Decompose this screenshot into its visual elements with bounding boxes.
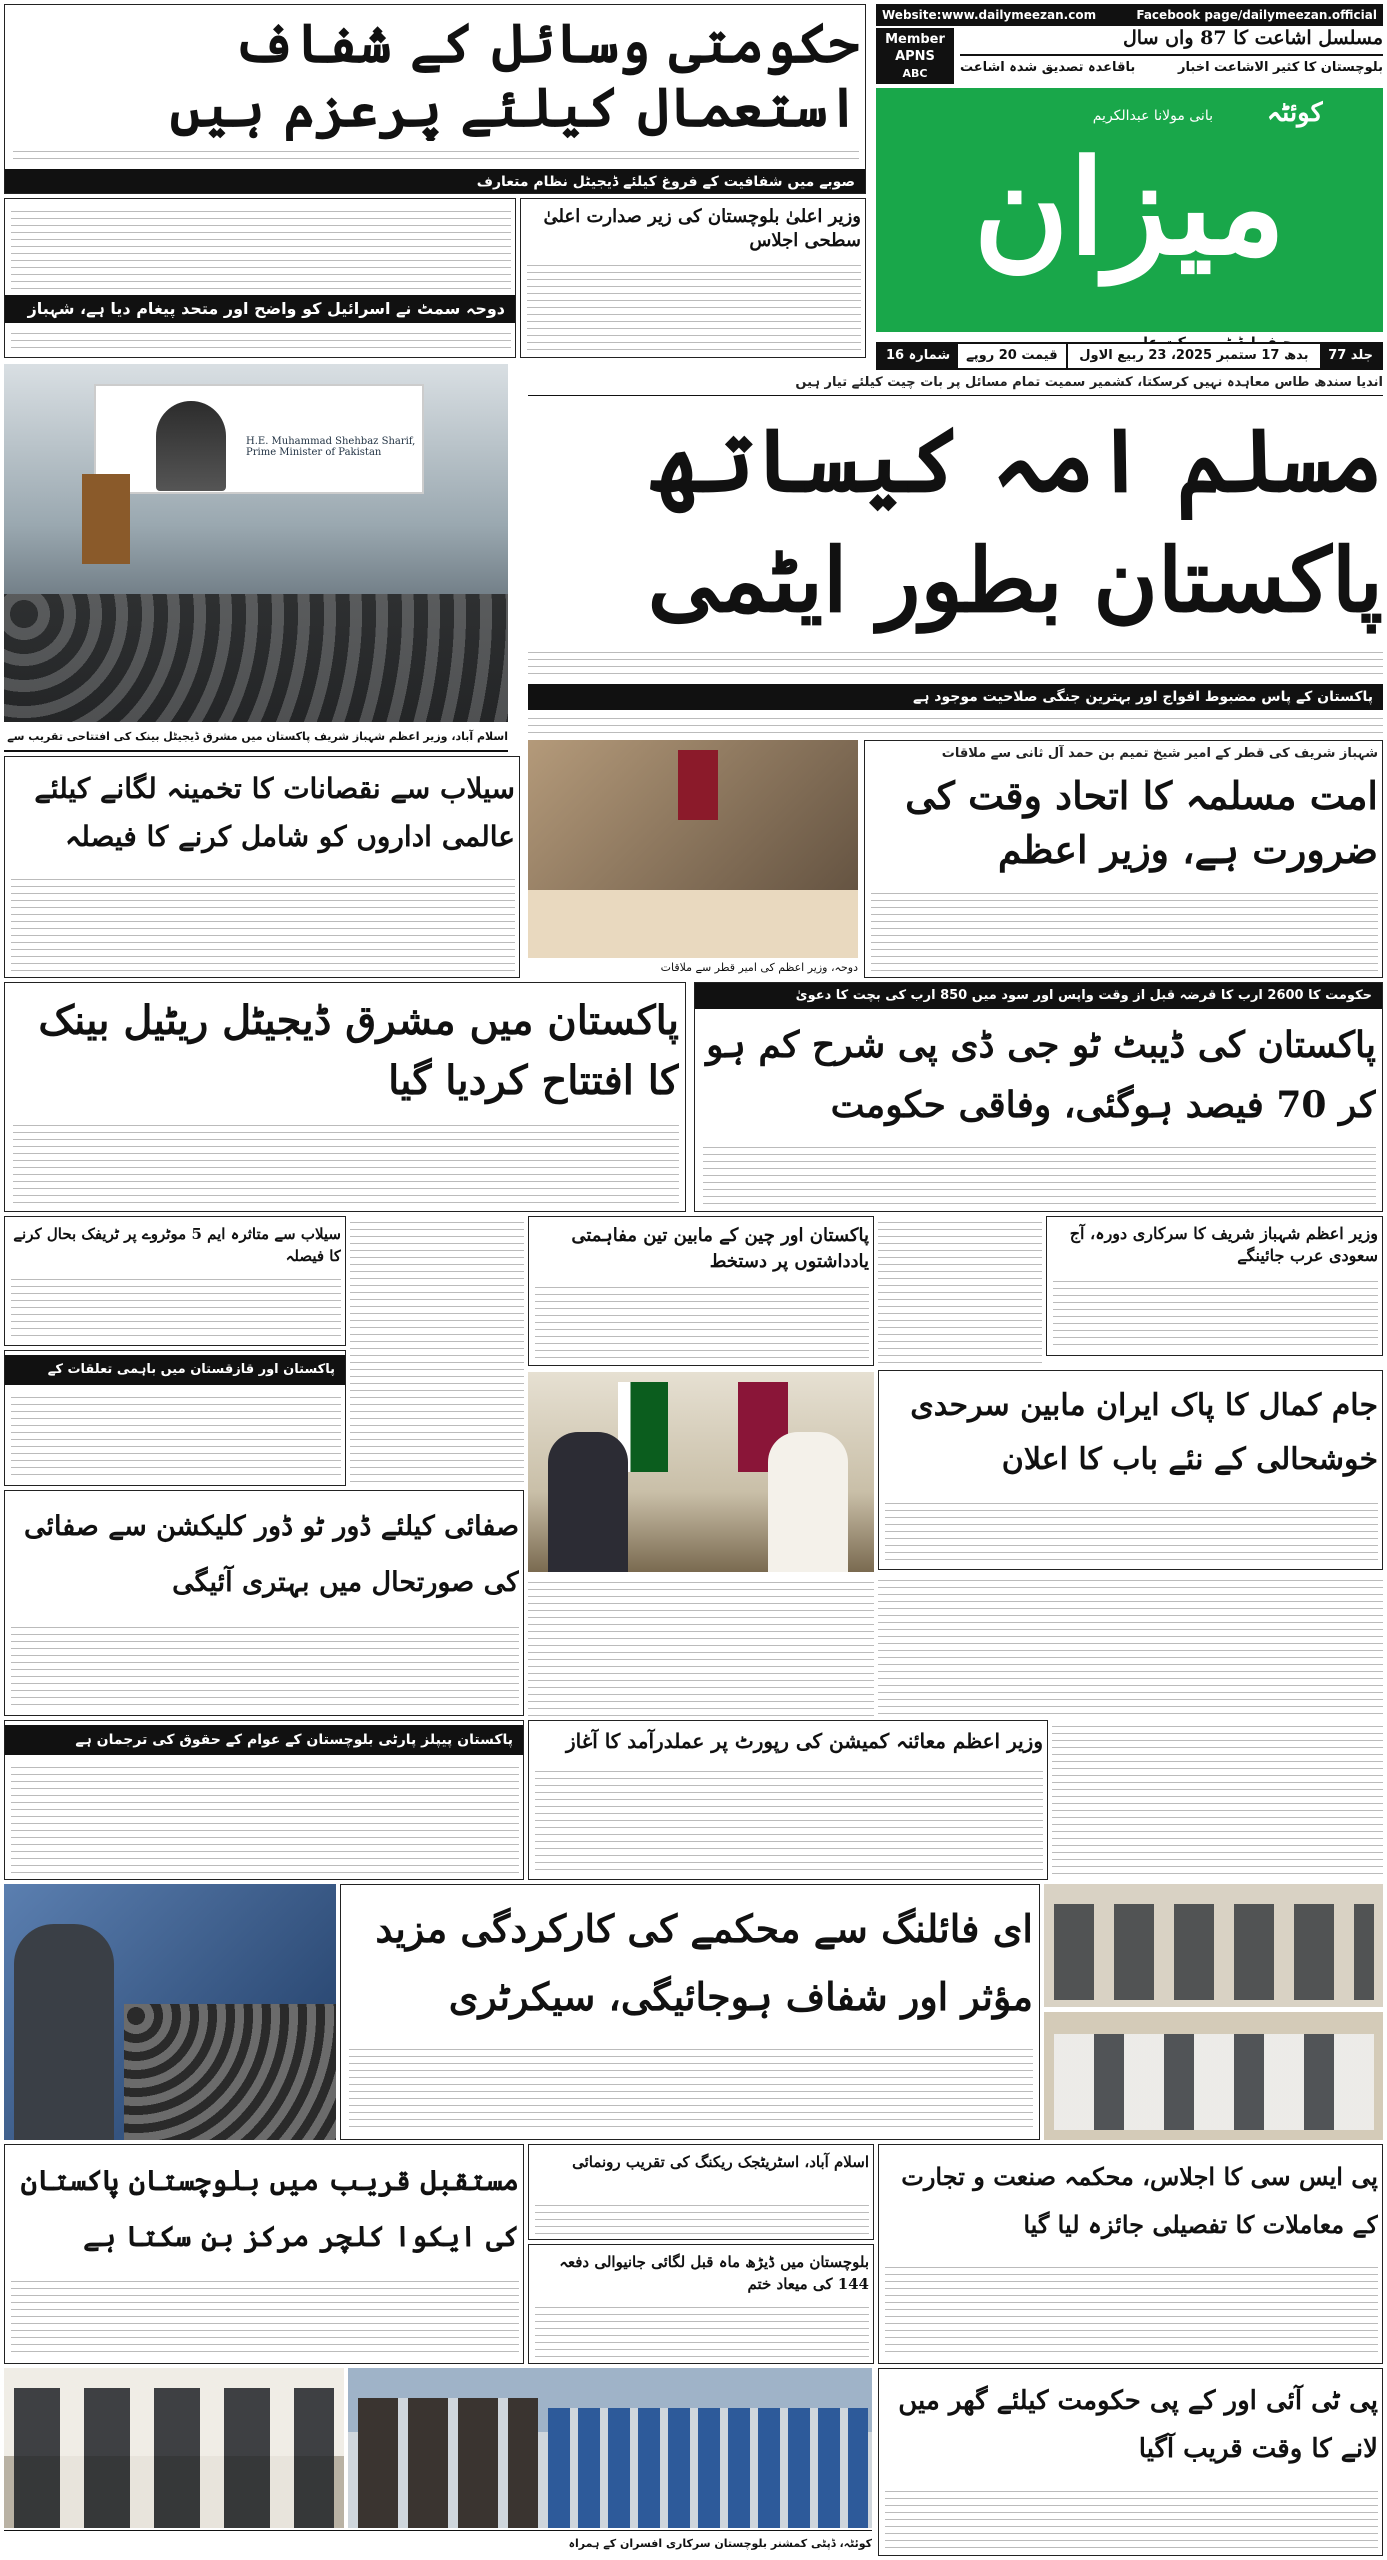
issue-date: بدھ 17 ستمبر 2025، 23 ربیع الاول [1079,348,1309,363]
masthead-tagline-2: بلوچستان کا کثیر الاشاعت اخبار باقاعدہ تصدیق شدہ اشاعت [960,60,1383,75]
hall-photo [4,364,508,722]
story-body [11,1391,341,1481]
speaker [14,1924,114,2140]
story-headline: سیلاب سے نقصانات کا تخمینہ لگانے کیلئے عالمی اداروں کو شامل کرنے کا فیصلہ [34,772,515,853]
story-debt [694,982,1383,1212]
story-body [11,1621,519,1709]
story-efiling [340,1884,1040,2140]
hall-photo-caption: اسلام آباد، وزیر اعظم شہباز شریف پاکستان میں مشرق ڈیجیٹل بینک کی افتتاحی تقریب سے [4,722,508,752]
lead-kicker: اندیا سندھ طاس معاہدہ نہیں کرسکتا، کشمیر سمیت تمام مسائل پر بات چیت کیلئے تیار ہیں [528,370,1383,396]
story-body [535,2301,869,2359]
story-strip: حکومت کا 2600 ارب کا قرضہ قبل از وقت واپس اور سود میں 850 ارب کی بچت کا دعویٰ [695,983,1382,1009]
story-headline: دوحہ سمٹ نے اسرائیل کو واضح اور متحد پیغام دیا ہے، شہباز [5,295,515,323]
lead-strip: پاکستان کے پاس مضبوط افواج اور بہترین جنگی صلاحیت موجود ہے [528,684,1383,710]
lead-headline: مسلم امہ کیساتھ [651,408,1383,512]
story-kicker: شہباز شریف کی قطر کے امیر شیخ تمیم بن حمد آل ثانی سے ملاقات [941,746,1378,761]
story-motorway [4,1216,346,1346]
story-flood [4,756,520,978]
story-headline: اسلام آباد، اسٹریٹجک ریکنگ کی تقریب رونمائی [572,2153,869,2171]
story-body [1053,1275,1378,1351]
right-body-1 [878,1574,1383,1716]
masthead-founder: بانی مولانا عبدالکریم [1092,108,1213,124]
collage-people-bottom [1054,2034,1374,2130]
masthead-tagline: مسلسل اشاعت کا 87 واں سال [960,28,1383,56]
officials [358,2398,538,2528]
podium [82,474,130,564]
story-body [535,1765,1043,1875]
story-doha [4,198,516,358]
story-cm-balochistan [520,198,866,358]
story-body [885,2485,1378,2549]
meeting-carpet [528,890,858,958]
story-headline: سیلاب سے متاثرہ ایم 5 موٹروے پر ٹریفک بحال کرنے کا فیصلہ [13,1225,341,1265]
story-body [535,1281,869,1361]
speech-photo [4,1884,336,2140]
story-pak-china [528,1216,874,1366]
bottom-photo-left [4,2368,344,2528]
bottom-photo-center [348,2368,872,2528]
price: قیمت 20 روپے [958,344,1068,368]
volume: جلد 77 [1320,344,1381,368]
right-body-2 [1052,1720,1383,1880]
story-body [11,2275,519,2357]
top-left-story [4,4,866,194]
column-small-a [878,1216,1042,1366]
member-badge: Member APNS ABC [876,28,954,84]
story-headline: امت مسلمہ کا اتحاد وقت کی ضرورت ہے، وزیر اعظم [905,773,1378,872]
story-sanitation [4,1490,524,1716]
story-kazakh [4,1350,346,1486]
lead-body [528,646,1383,680]
facebook-link[interactable]: Facebook page/dailymeezan.official [1136,8,1377,22]
newspaper-name: میزان [973,131,1286,284]
story-body [885,1497,1378,1563]
workers-row [548,2408,868,2528]
collage-people-top [1054,1904,1374,2000]
story-headline: بلوچستان میں ڈیڑھ ماہ قبل لگائی جانیوالی دفعہ 144 کی میعاد ختم [559,2253,869,2293]
story-headline: صفائی کیلئے ڈور ٹو ڈور کلیکشن سے صفائی کی صورتحال میں بہتری آئیگی [24,1511,519,1598]
person-left [548,1432,628,1572]
bottom-people [14,2388,334,2528]
story-digital-bank [4,982,686,1212]
story-strategic [528,2144,874,2240]
story-pti [878,2368,1383,2556]
story-inspection [528,1720,1048,1880]
story-body [11,1761,519,1875]
meeting-photo-caption: دوحہ، وزیر اعظم کی امیر قطر سے ملاقات [528,958,858,978]
meeting-photo [528,740,858,958]
issue-bar [876,342,1383,370]
story-body [535,2199,869,2235]
meeting-collage [1044,1884,1383,2140]
story-body [13,1119,679,1205]
story-headline: جام کمال کا پاک ایران مابین سرحدی خوشحالی کے نئے باب کا اعلان [910,1388,1378,1477]
story-headline: وزیر اعلیٰ بلوچستان کی زیر صدارت اعلیٰ سطحی اجلاس [543,206,861,251]
story-ppp [4,1720,524,1880]
story-headline: پاکستان اور قازقستان میں باہمی تعلقات کے [5,1355,345,1385]
meeting-flag [678,750,718,820]
story-jam-kamal [878,1370,1383,1570]
story-body [11,1273,341,1341]
story-body [11,873,515,971]
top-left-strip: صوبے میں شفافیت کے فروغ کیلئے ڈیجیٹل نظام متعارف [5,169,865,194]
story-headline: پاکستان میں مشرق ڈیجیٹل ریٹیل بینک کا افتتاح کردیا گیا [38,997,679,1104]
story-body-2 [11,327,511,353]
website-link[interactable]: Website:www.dailymeezan.com [882,8,1097,22]
story-pak-future [4,2144,524,2364]
top-left-headline: حکومتی وسائل کے شفاف استعمال کیلئے پرعزم ہیں [169,11,859,139]
story-body [885,2261,1378,2357]
story-headline: پاکستان پیپلز پارٹی بلوچستان کے عوام کے حقوق کی ترجمان ہے [5,1725,523,1755]
screen-label: H.E. Muhammad Shehbaz Sharif, Prime Minister of Pakistan [246,436,416,458]
center-body-1 [528,1576,874,1716]
column-small-b [350,1216,524,1486]
story-saudi [1046,1216,1383,1356]
lead-headline-2: پاکستان بطور ایٹمی [647,528,1383,632]
story-industries [878,2144,1383,2364]
story-body [703,1141,1376,1205]
story-ummah [864,740,1383,978]
story-headline: پی ٹی آئی اور کے پی حکومت کیلئے گھر میں لانے کا وقت قریب آگیا [898,2386,1378,2464]
audience [4,594,508,722]
story-body [11,205,511,289]
story-headline: وزیر اعظم شہباز شریف کا سرکاری دورہ، آج سعودی عرب جائینگے [1069,1224,1378,1265]
masthead-links [876,4,1383,26]
speaker-portrait [156,401,226,491]
masthead [876,4,1383,370]
masthead-city: کوئٹہ [1266,98,1323,128]
pak-china-photo [528,1372,874,1572]
screen [94,384,424,494]
top-left-body [13,145,859,165]
story-section144 [528,2244,874,2364]
story-body [871,887,1378,973]
story-headline: پاکستان کی ڈیبٹ ٹو جی ڈی پی شرح کم ہو کر 70 فیصد ہوگئی، وفاقی حکومت [706,1024,1376,1126]
story-headline: پی ایس سی کا اجلاس، محکمہ صنعت و تجارت کے معاملات کا تفصیلی جائزہ لیا گیا [901,2162,1378,2239]
story-body [527,259,861,351]
bottom-photo-caption: کوئٹہ، ڈپٹی کمشنر بلوچستان سرکاری افسران کے ہمراہ [4,2530,872,2556]
story-body [349,2043,1033,2133]
story-headline: مستقبل قریب میں بلوچستان پاکستان کی ایکوا کلچر مرکز بن سکتا ہے [20,2164,519,2253]
story-headline: وزیر اعظم معائنہ کمیشن کی رپورٹ پر عملدرآمد کا آغاز [565,1729,1043,1753]
lead-body-2 [528,712,1383,736]
story-headline: ای فائلنگ سے محکمے کی کارکردگی مزید مؤثر اور شفاف ہوجائیگی، سیکرٹری [375,1906,1033,2019]
issue-number: شمارہ 16 [878,344,958,368]
audience-rows [124,2004,336,2140]
story-headline: پاکستان اور چین کے مابین تین مفاہمتی یادداشتوں پر دستخط [571,1225,869,1272]
person-right [768,1432,848,1572]
lead-story [528,370,1383,736]
masthead-logo [876,88,1383,332]
